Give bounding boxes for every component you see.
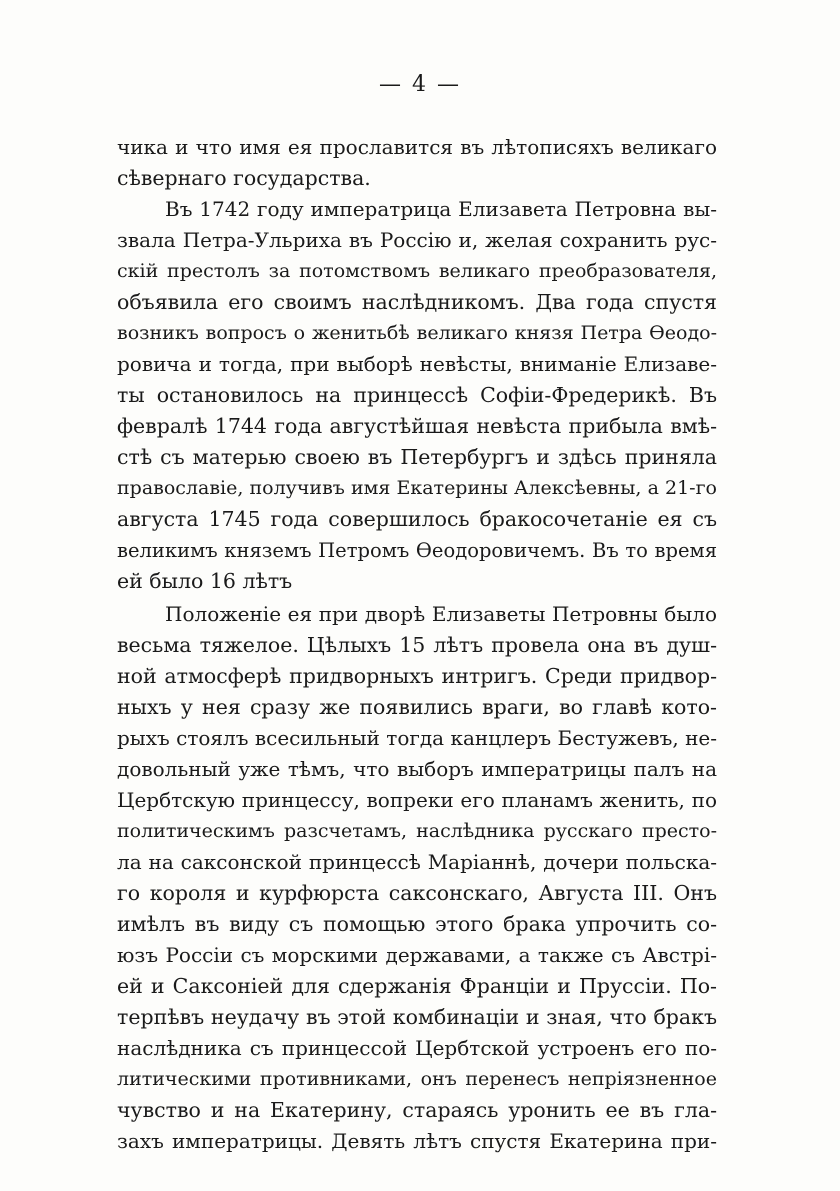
text-line: имѣлъ въ виду съ помощью этого брака упрочить со-: [117, 912, 717, 936]
text-line: литическими противниками, онъ перенесъ непрiязненное: [117, 1068, 717, 1090]
text-line: объявила его своимъ наслѣдникомъ. Два года спустя: [117, 290, 717, 314]
paragraph-1: [117, 132, 717, 194]
body-text: [117, 132, 717, 1157]
text-line: Въ 1742 году императрица Елизавета Петровна вы-: [165, 197, 717, 221]
text-line: стѣ съ матерью своею въ Петербургъ и здѣсь приняла: [117, 445, 717, 469]
text-line: ла на саксонской принцессѣ Марiаннѣ, дочери польска-: [117, 850, 717, 874]
text-line: терпѣвъ неудачу въ этой комбинацiи и зная, что бракъ: [117, 1005, 717, 1029]
text-line: православiе, получивъ имя Екатерины Алексѣевны, а 21-го: [117, 477, 717, 499]
paragraph-3: [117, 599, 717, 1157]
text-line: чувство и на Екатерину, стараясь уронить ее въ гла-: [117, 1098, 717, 1122]
text-line: ныхъ у нея сразу же появились враги, во главѣ кото-: [117, 695, 717, 719]
text-line: ты остановилось на принцессѣ Софiи-Фредерикѣ. Въ: [117, 383, 717, 407]
text-line: рыхъ стоялъ всесильный тогда канцлеръ Бестужевъ, не-: [117, 726, 717, 750]
text-line: скiй престолъ за потомствомъ великаго преобразователя,: [117, 260, 717, 282]
text-line: великимъ княземъ Петромъ Ѳеодоровичемъ. Въ то время: [117, 539, 717, 562]
text-line: политическимъ разсчетамъ, наслѣдника русскаго престо-: [117, 820, 717, 842]
text-line: ной атмосферѣ придворныхъ интригъ. Среди придвор-: [117, 664, 717, 688]
paragraph-2: [117, 194, 717, 597]
text-line: захъ императрицы. Девять лѣтъ спустя Екатерина при-: [117, 1129, 717, 1153]
text-line: юзъ Россiи съ морскими державами, а также съ Австрi-: [117, 943, 717, 967]
page-number: — 4 —: [379, 72, 461, 97]
text-line: наслѣдника съ принцессой Цербтской устроенъ его по-: [117, 1036, 717, 1060]
text-line: Положенiе ея при дворѣ Елизаветы Петровны было: [165, 602, 717, 626]
text-line: февралѣ 1744 года августѣйшая невѣста прибыла вмѣ-: [117, 414, 717, 438]
text-line: довольный уже тѣмъ, что выборъ императрицы палъ на: [117, 757, 717, 781]
text-line: августа 1745 года совершилось бракосочетанiе ея съ: [117, 507, 717, 531]
text-line: возникъ вопросъ о женитьбѣ великаго князя Петра Ѳеодо-: [117, 322, 717, 344]
text-line: сѣвернаго государства.: [117, 166, 371, 190]
text-line: весьма тяжелое. Цѣлыхъ 15 лѣтъ провела она въ душ-: [117, 633, 717, 657]
text-line: чика и что имя ея прославится въ лѣтописяхъ великаго: [117, 135, 717, 159]
text-line: го короля и курфюрста саксонскаго, Августа III. Онъ: [117, 881, 717, 905]
text-line: ровича и тогда, при выборѣ невѣсты, вниманiе Елизаве-: [117, 352, 717, 376]
text-line: ей было 16 лѣтъ: [117, 569, 293, 593]
text-line: ей и Саксонiей для сдержанiя Францiи и Пруссiи. По-: [117, 974, 717, 998]
text-line: звала Петра-Ульриха въ Россiю и, желая сохранить рус-: [117, 228, 717, 252]
text-line: Цербтскую принцессу, вопреки его планамъ женить, по: [117, 788, 717, 812]
